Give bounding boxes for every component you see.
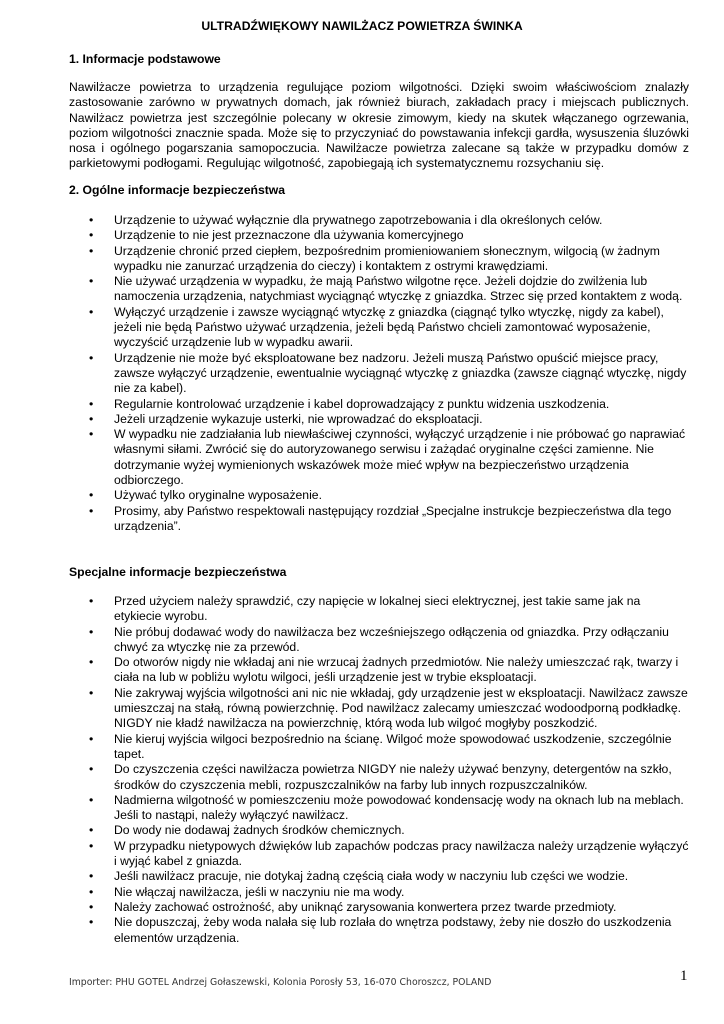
list-item: • Używać tylko oryginalne wyposażenie. (69, 488, 689, 503)
list-item: • Urządzenie nie może być eksploatowane bez nadzoru. Jeżeli muszą Państwo opuścić miejsce pracy, zawsze wyłączyć urządzenie, ewentualnie wyciągnąć wtyczkę z gniazdka (zawsze ciągnąć wtyczkę, nigdy nie za kabel). (69, 351, 689, 397)
list-item: • Regularnie kontrolować urządzenie i kabel doprowadzający z punktu widzenia uszkodzenia. (69, 397, 689, 412)
list-item: • Urządzenie to nie jest przeznaczone dla używania komercyjnego (69, 228, 689, 243)
list-item: • Nie próbuj dodawać wody do nawilżacza bez wcześniejszego odłączenia od gniazdka. Przy odłączaniu chwyć za wtyczkę nie za przewód. (69, 625, 689, 656)
list-item: • Nie włączaj nawilżacza, jeśli w naczyniu nie ma wody. (69, 885, 689, 900)
section-3-heading: Specjalne informacje bezpieczeństwa (69, 565, 287, 579)
list-item: • Nadmierna wilgotność w pomieszczeniu może powodować kondensację wody na oknach lub na meblach. Jeśli to nastąpi, należy wyłączyć nawilżacz. (69, 793, 689, 824)
list-item: • Nie zakrywaj wyjścia wilgotności ani nic nie wkładaj, gdy urządzenie jest w eksploatacji. Nawilżacz zawsze umieszczaj na stałą, równą powierzchnię. Pod nawilżacz zalecamy umieszczać wodoodporną podkładkę. NIGDY nie kładź nawilżacza na powierzchnię, którą woda lub wilgoć mogłyby poszkodzić. (69, 686, 689, 732)
section-1-paragraph: Nawilżacze powietrza to urządzenia regulujące poziom wilgotności. Dzięki swoim właściwościom znalazły zastosowanie zarówno w prywatnych domach, jak również biurach, zakładach pracy i miejscach publicznych. Nawilżacz powietrza jest szczególnie polecany w okresie zimowym, kiedy na skutek włączanego ogrzewania, poziom wilgotności znacznie spada. Może się to przyczyniać do powstawania infekcji gardła, wysuszenia śluzówki nosa i ogólnego pogarszania samopoczucia. Nawilżacze powietrza zalecane są także w przypadku domów z parkietowymi podłogami. Regulując wilgotność, zapobiegają ich systematycznemu rozsychaniu się. (69, 80, 689, 171)
section-1-heading: 1. Informacje podstawowe (69, 52, 221, 66)
special-safety-list (69, 594, 689, 946)
list-item: • W przypadku nietypowych dźwięków lub zapachów podczas pracy nawilżacza należy urządzenie wyłączyć i wyjąć kabel z gniazda. (69, 839, 689, 870)
list-item: • Do wody nie dodawaj żadnych środków chemicznych. (69, 823, 689, 838)
list-item: • Do otworów nigdy nie wkładaj ani nie wrzucaj żadnych przedmiotów. Nie należy umieszczać rąk, twarzy i ciała na lub w pobliżu wylotu wilgoci, jeśli urządzenie jest w trybie eksploatacji. (69, 655, 689, 686)
list-item: • Przed użyciem należy sprawdzić, czy napięcie w lokalnej sieci elektrycznej, jest takie same jak na etykiecie wyrobu. (69, 594, 689, 625)
list-item: • Wyłączyć urządzenie i zawsze wyciągnąć wtyczkę z gniazdka (ciągnąć tylko wtyczkę, nigdy za kabel), jeżeli nie będą Państwo używać urządzenia, jeżeli będą Państwo chcieli zamontować wyposażenie, wyczyścić urządzenie lub w wypadku awarii. (69, 305, 689, 351)
list-item: • Urządzenie to używać wyłącznie dla prywatnego zapotrzebowania i dla określonych celów. (69, 213, 689, 228)
list-item: • W wypadku nie zadziałania lub niewłaściwej czynności, wyłączyć urządzenie i nie próbować go naprawiać własnymi siłami. Zwrócić się do autoryzowanego serwisu i zażądać oryginalne części zamienne. Nie dotrzymanie wyżej wymienionych wskazówek może mieć wpływ na bezpieczeństwo urządzenia odbiorczego. (69, 427, 689, 488)
list-item: • Należy zachować ostrożność, aby uniknąć zarysowania konwertera przez twarde przedmioty. (69, 900, 689, 915)
list-item: • Nie używać urządzenia w wypadku, że mają Państwo wilgotne ręce. Jeżeli dojdzie do zwilżenia lub namoczenia urządzenia, natychmiast wyciągnąć wtyczkę z gniazdka. Strzec się przed kontaktem z wodą. (69, 274, 689, 305)
general-safety-list (69, 213, 689, 534)
list-item: • Nie dopuszczaj, żeby woda nalała się lub rozlała do wnętrza podstawy, żeby nie doszło do uszkodzenia elementów urządzenia. (69, 915, 689, 946)
list-item: • Jeśli nawilżacz pracuje, nie dotykaj żadną częścią ciała wody w naczyniu lub części we wodzie. (69, 869, 689, 884)
list-item: • Prosimy, aby Państwo respektowali następujący rozdział „Specjalne instrukcje bezpieczeństwa dla tego urządzenia”. (69, 504, 689, 535)
list-item: • Nie kieruj wyjścia wilgoci bezpośrednio na ścianę. Wilgoć może spowodować uszkodzenie, szczególnie tapet. (69, 732, 689, 763)
page-number: 1 (680, 968, 688, 984)
list-item: • Do czyszczenia części nawilżacza powietrza NIGDY nie należy używać benzyny, detergentów na szkło, środków do czyszczenia mebli, rozpuszczalników na farby lub innych rozpuszczalników. (69, 762, 689, 793)
importer-footer: Importer: PHU GOTEL Andrzej Gołaszewski, Kolonia Porosły 53, 16-070 Choroszcz, POLAND (69, 977, 492, 988)
list-item: • Jeżeli urządzenie wykazuje usterki, nie wprowadzać do eksploatacji. (69, 412, 689, 427)
section-2-heading: 2. Ogólne informacje bezpieczeństwa (69, 183, 286, 197)
document-title: ULTRADŹWIĘKOWY NAWILŻACZ POWIETRZA ŚWINKA (201, 19, 523, 33)
list-item: • Urządzenie chronić przed ciepłem, bezpośrednim promieniowaniem słonecznym, wilgocią (w żadnym wypadku nie zanurzać urządzenia do cieczy) i kontaktem z ostrymi krawędziami. (69, 244, 689, 275)
